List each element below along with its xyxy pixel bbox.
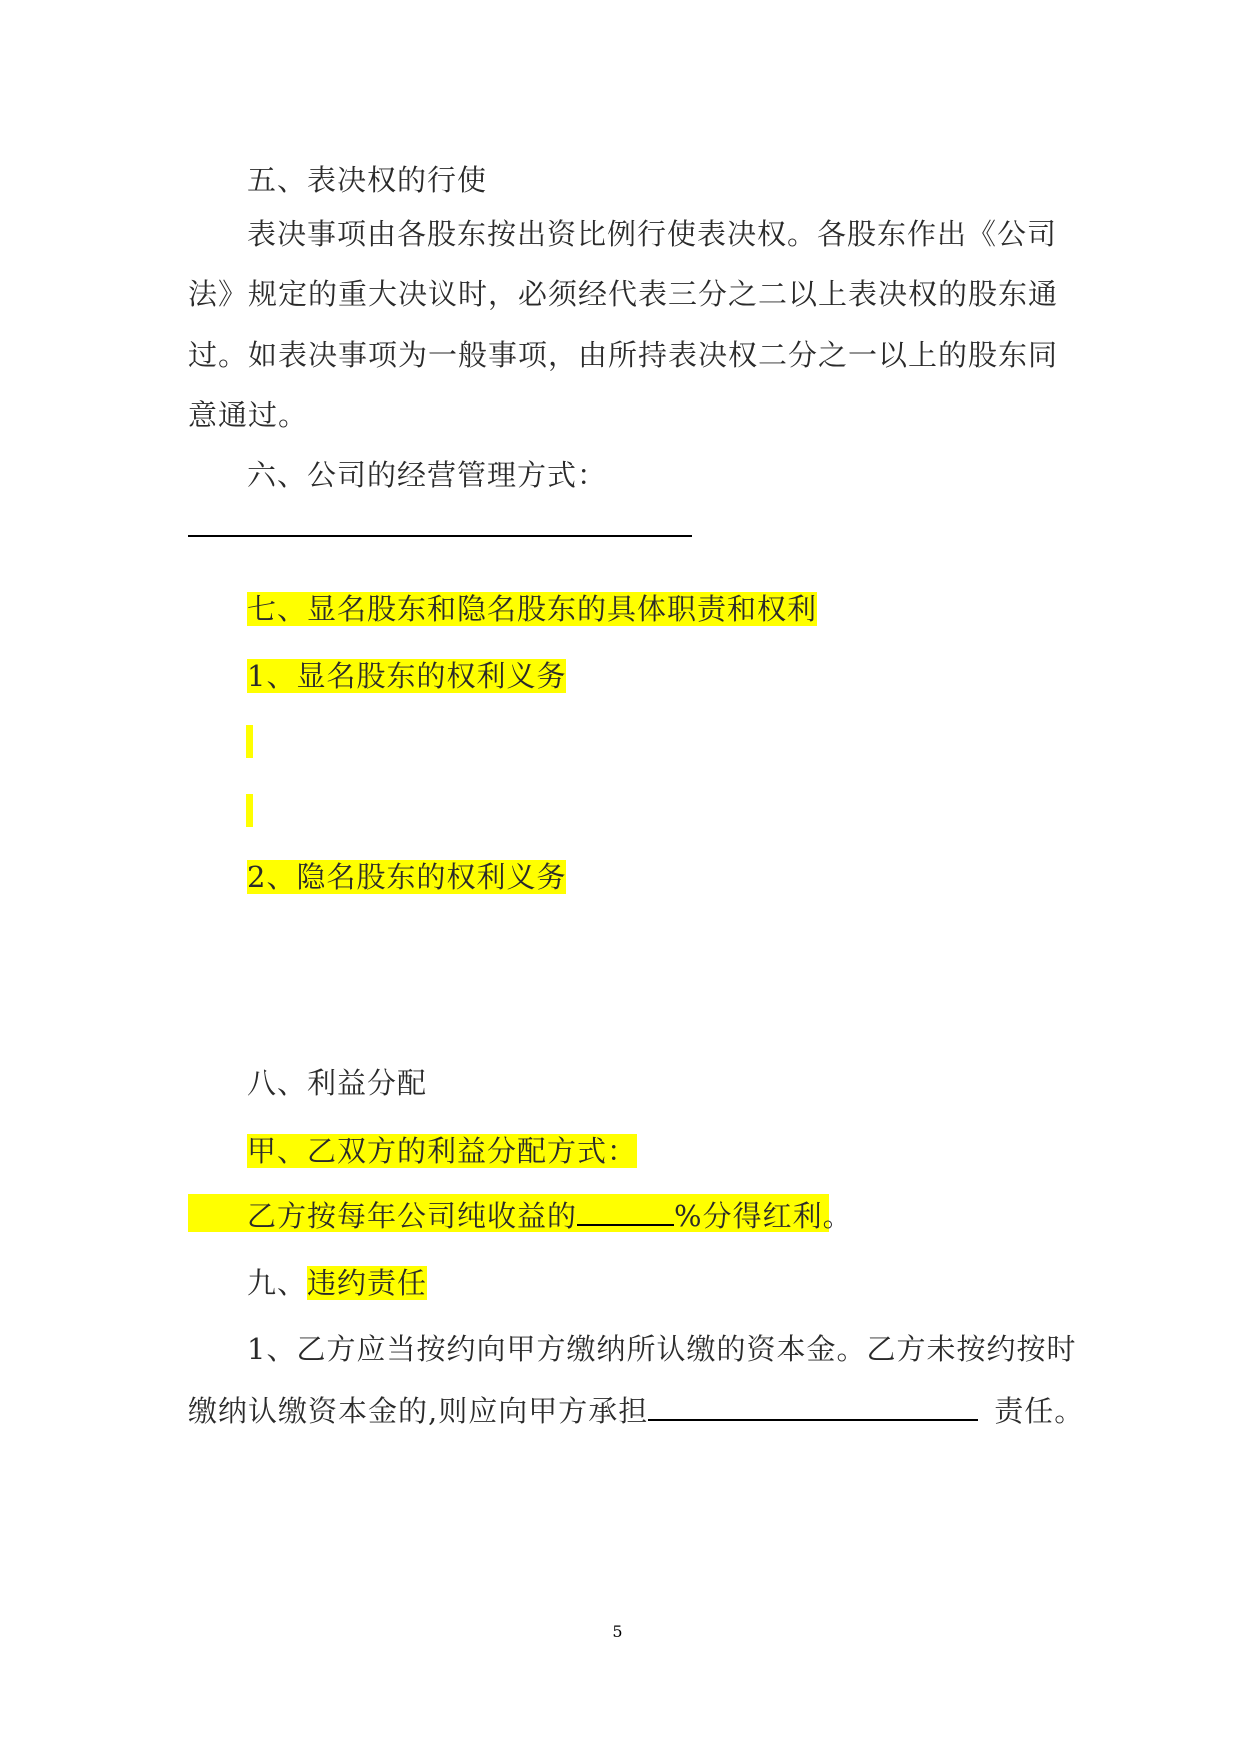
section-7-item-2-text: 2、隐名股东的权利义务 (247, 860, 567, 894)
highlight-marker (246, 794, 253, 827)
section-5-paragraph-line2: 法》规定的重大决议时，必须经代表三分之二以上表决权的股东通 (188, 277, 1059, 311)
page-number: 5 (612, 1622, 623, 1641)
section-9-paragraph-line2 (188, 1391, 1084, 1429)
section-7-item-2 (247, 859, 566, 895)
section-8-paragraph-2 (247, 1196, 853, 1234)
section-8-paragraph-2-start: 乙方按每年公司纯收益的 (247, 1199, 578, 1233)
section-8-title: 八、利益分配 (247, 1066, 428, 1100)
management-blank-line[interactable] (188, 535, 692, 537)
section-9-paragraph-line2-start: 缴纳认缴资本金的,则应向甲方承担 (188, 1394, 649, 1428)
liability-blank[interactable] (648, 1391, 978, 1421)
section-5-title: 五、表决权的行使 (247, 163, 488, 197)
section-8-paragraph-2-end: %分得红利。 (674, 1199, 853, 1233)
highlight-marker (246, 725, 253, 758)
section-7-title-text: 七、显名股东和隐名股东的具体职责和权利 (247, 592, 818, 626)
section-9-prefix: 九、 (247, 1266, 308, 1300)
section-6-title: 六、公司的经营管理方式： (247, 458, 608, 492)
section-7-item-1 (247, 658, 566, 694)
section-8-paragraph-1 (247, 1133, 637, 1169)
dividend-percent-blank[interactable] (577, 1196, 674, 1226)
section-8-paragraph-1-text: 甲、乙双方的利益分配方式： (247, 1134, 638, 1168)
section-7-item-1-text: 1、显名股东的权利义务 (247, 659, 567, 693)
section-9-paragraph-line2-end: 责任。 (994, 1394, 1085, 1428)
section-9-title (247, 1265, 427, 1301)
section-7-title (247, 591, 817, 627)
section-5-paragraph-line4: 意通过。 (188, 398, 309, 432)
section-5-paragraph-line3: 过。如表决事项为一般事项，由所持表决权二分之一以上的股东同 (188, 338, 1059, 372)
section-5-paragraph-line1: 表决事项由各股东按出资比例行使表决权。各股东作出《公司 (247, 217, 1058, 251)
section-9-title-text: 违约责任 (307, 1266, 428, 1300)
section-9-paragraph-line1: 1、乙方应当按约向甲方缴纳所认缴的资本金。乙方未按约按时 (247, 1332, 1077, 1366)
